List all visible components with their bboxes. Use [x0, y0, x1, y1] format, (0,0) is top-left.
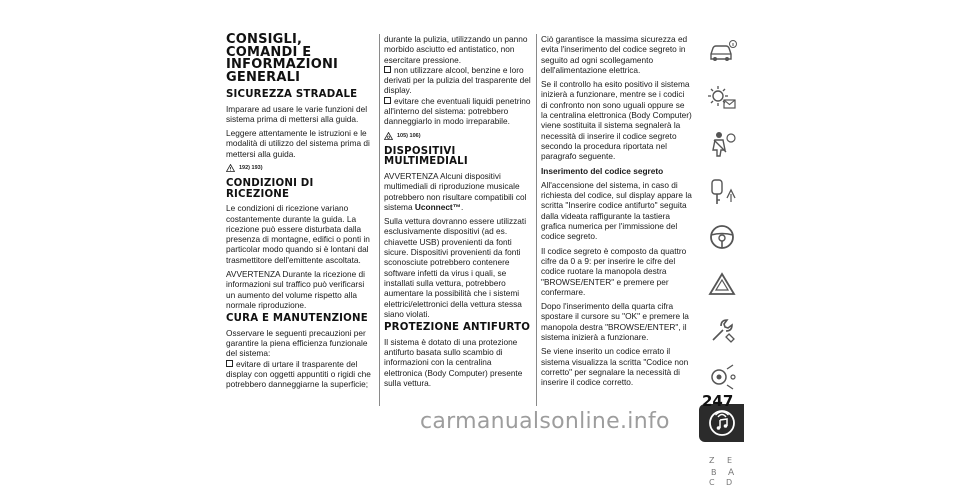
tab-key-start[interactable]	[702, 172, 742, 210]
chapter-tab-sidebar	[702, 32, 742, 497]
safety-icon	[707, 130, 737, 158]
bullet-item: evitare di urtare il trasparente del display con oggetti appuntiti o rigidi che potrebbero danneggiarne la superficie;	[226, 358, 371, 390]
column-1	[226, 34, 374, 394]
bullet-square-icon	[384, 66, 391, 73]
watermark: carmanualsonline.info	[420, 409, 670, 434]
paragraph: AVVERTENZA Durante la ricezione di informazioni sul traffico può verificarsi un aumento del volume rispetto alla normale riproduzione.	[226, 269, 365, 310]
paragraph: All'accensione del sistema, in caso di richiesta del codice, sul display appare la scritta "Inserire codice antifurto" seguita dalla videata raffigurante la tastiera grafica numerica per l'immissione del codice segreto.	[541, 179, 692, 242]
paragraph: durante la pulizia, utilizzando un panno morbido asciutto ed antistatico, non esercitare pressione.	[384, 34, 528, 65]
column-2	[384, 34, 532, 392]
bullet-square-icon	[384, 97, 391, 104]
warning-reference: 192) 193)	[226, 163, 374, 173]
chapter-title: CONSIGLI, COMANDI E INFORMAZIONI GENERALI	[226, 32, 339, 85]
car-info-icon	[707, 39, 737, 63]
column-divider	[536, 34, 537, 406]
tab-steering-wheel[interactable]	[702, 218, 742, 256]
index-icon	[707, 454, 737, 486]
svg-text:A: A	[728, 467, 735, 478]
svg-text:Z: Z	[709, 455, 715, 465]
section-title-road-safety: SICUREZZA STRADALE	[226, 89, 358, 100]
bullet-item: non utilizzare alcool, benzine e loro derivati per la pulizia del trasparente del display.	[384, 64, 531, 96]
svg-text:B: B	[711, 467, 717, 477]
tab-maintenance[interactable]	[702, 311, 742, 349]
section-title-antitheft: PROTEZIONE ANTIFURTO	[384, 322, 531, 334]
tab-index[interactable]	[702, 451, 742, 489]
caution-hand-icon	[384, 132, 393, 140]
page-number: 247	[702, 392, 734, 410]
tab-warning[interactable]	[702, 265, 742, 303]
paragraph: Se viene inserito un codice errato il sistema visualizza la scritta "Codice non corretto" per segnalare la necessità di inserire il codice corretto.	[541, 346, 689, 388]
tab-car-info[interactable]	[702, 32, 742, 70]
steering-wheel-icon	[708, 223, 736, 251]
dashboard-lights-icon	[707, 85, 737, 111]
svg-text:E: E	[727, 455, 733, 465]
paragraph: Il codice segreto è composto da quattro cifre da 0 a 9: per inserire le cifre del codice ruotare la manopola destra "BROWSE/ENTER" e premere per confermare.	[541, 245, 687, 297]
bullet-item: evitare che eventuali liquidi penetrino all'interno del sistema: potrebbero danneggiarlo in modo irreparabile.	[384, 95, 531, 127]
warning-triangle-icon	[707, 271, 737, 297]
bullet-square-icon	[226, 360, 233, 367]
paragraph: AVVERTENZA Alcuni dispositivi multimediali di riproduzione musicale potrebbero non risultare compatibili col sistema Uconnect™.	[384, 170, 527, 212]
wrench-tools-icon	[707, 316, 737, 344]
paragraph: Leggere attentamente le istruzioni e le modalità di utilizzo del sistema prima di mettersi alla guida.	[226, 128, 370, 159]
column-divider	[379, 34, 380, 406]
warning-triangle-icon	[226, 164, 235, 172]
section-title-care: CURA E MANUTENZIONE	[226, 313, 368, 325]
tab-safety[interactable]	[702, 125, 742, 163]
paragraph: Imparare ad usare le varie funzioni del sistema prima di mettersi alla guida.	[226, 103, 368, 124]
multimedia-icon	[707, 408, 737, 438]
caution-reference: 105) 106)	[384, 131, 532, 141]
tech-data-icon	[707, 363, 737, 391]
paragraph: Dopo l'inserimento della quarta cifra spostare il cursore su "OK" e premere la manopola destra "BROWSE/ENTER", il sistema inizierà a funzionare.	[541, 301, 689, 343]
section-title-multimedia: DISPOSITIVI MULTIMEDIALI	[384, 145, 468, 168]
paragraph: Sulla vettura dovranno essere utilizzati esclusivamente dispositivi (ad es. chiavette USB) provenienti da fonti sicure. Dispositivi provenienti da fonti sconosciute potrebbero contenere software infetti da virus i quali, se installati sulla vettura, potrebbero aumentare la possibilità che i sistemi elettrici/elettronici della vettura stessa siano violati.	[384, 216, 527, 319]
paragraph: Il sistema è dotato di una protezione antifurto basata sullo scambio di informazioni con la centralina elettronica (Body Computer) presente sulla vettura.	[384, 336, 523, 388]
svg-text:C: C	[709, 477, 715, 486]
paragraph: Osservare le seguenti precauzioni per garantire la piena efficienza funzionale del sistema:	[226, 327, 368, 359]
paragraph: Ciò garantisce la massima sicurezza ed evita l'inserimento del codice segreto in seguito ad ogni scollegamento dell'alimentazione elettrica.	[541, 34, 688, 75]
paragraph: Se il controllo ha esito positivo il sistema inizierà a funzionare, mentre se i codici di confronto non sono uguali oppure se la centralina elettronica (Body Computer) viene sostituita il sistema segnalerà la necessità di inserire il codice segreto secondo la procedura riportata nel paragrafo seguente.	[541, 79, 692, 162]
tab-technical-data[interactable]	[702, 358, 742, 396]
key-start-icon	[707, 176, 737, 206]
tab-dashboard-lights[interactable]	[702, 79, 742, 117]
subsection-title: Inserimento del codice segreto	[541, 165, 664, 176]
paragraph: Le condizioni di ricezione variano costantemente durante la guida. La ricezione può essere disturbata dalla presenza di montagne, edifici o ponti in particolar modo quando si è lontani dal trasmettitore dell'emittente ascoltata.	[226, 203, 370, 265]
section-title-reception: CONDIZIONI DI RICEZIONE	[226, 178, 314, 200]
svg-text:D: D	[726, 477, 733, 486]
column-3	[541, 34, 693, 392]
